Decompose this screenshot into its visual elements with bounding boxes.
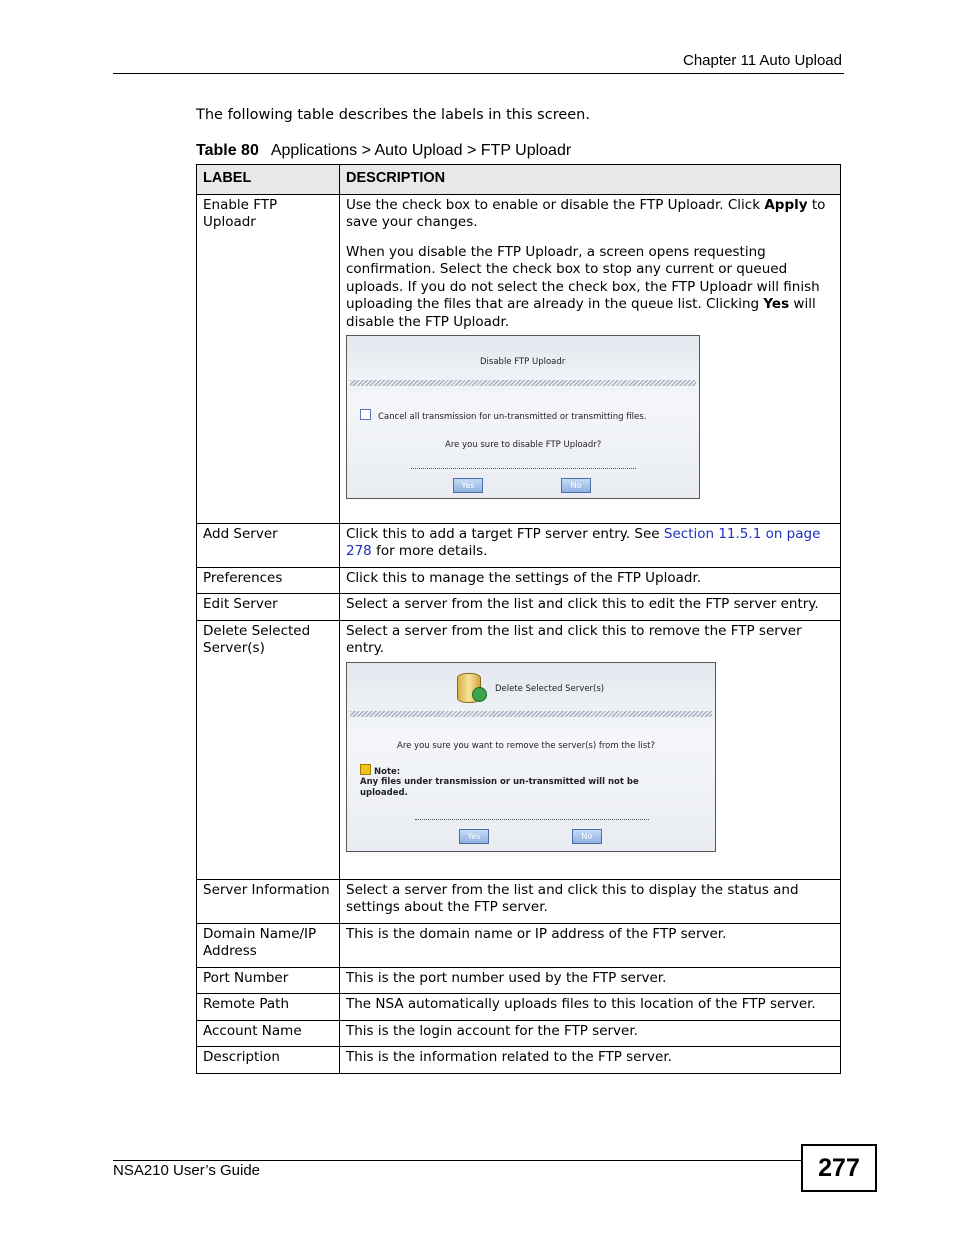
desc-bold: Yes <box>763 296 790 312</box>
table-row <box>197 523 841 567</box>
row-label: Port Number <box>197 967 340 994</box>
row-label: Description <box>197 1047 340 1074</box>
cancel-checkbox[interactable] <box>360 409 371 420</box>
desc-bold: Apply <box>764 196 808 213</box>
header-rule <box>113 73 844 74</box>
dialog-divider <box>350 380 696 386</box>
table-row <box>197 879 841 923</box>
row-label: Account Name <box>197 1020 340 1047</box>
row-desc: This is the domain name or IP address of the FTP server. <box>340 923 841 967</box>
yes-button[interactable]: Yes <box>453 478 483 493</box>
table-row <box>197 923 841 967</box>
row-label: Delete Selected Server(s) <box>197 620 340 879</box>
footer-rule <box>113 1160 801 1161</box>
dotted-divider <box>411 468 636 469</box>
col-label-header: LABEL <box>197 165 340 195</box>
intro-text: The following table describes the labels in this screen. <box>196 107 590 123</box>
row-label: Domain Name/IP Address <box>197 923 340 967</box>
row-label: Add Server <box>197 523 340 567</box>
labels-table <box>196 164 841 1074</box>
row-desc: Select a server from the list and click this to display the status and settings about the FTP server. <box>340 879 841 923</box>
table-row <box>197 620 841 879</box>
table-row <box>197 994 841 1021</box>
row-desc: Select a server from the list and click this to edit the FTP server entry. <box>340 594 841 621</box>
row-desc: This is the login account for the FTP server. <box>340 1020 841 1047</box>
desc-para <box>346 244 834 332</box>
row-desc: Click this to manage the settings of the FTP Uploadr. <box>340 567 841 594</box>
note-text: Any files under transmission or un-transmitted will not be uploaded. <box>360 776 639 798</box>
guide-title: NSA210 User’s Guide <box>113 1162 261 1179</box>
row-label: Edit Server <box>197 594 340 621</box>
section-link[interactable]: Section 11.5.1 on page 278 <box>346 525 821 559</box>
desc-text: Use the check box to enable or disable the FTP Uploadr. Click <box>346 196 765 213</box>
page-number: 277 <box>801 1144 877 1192</box>
note-icon <box>360 764 371 775</box>
table-row <box>197 594 841 621</box>
desc-text: When you disable the FTP Uploadr, a screen opens requesting confirmation. Select the check box to stop any current or queued uploads. If you do not select the check box, the FTP Uploadr will finish uploading the files that are already in the queue list. Clicking <box>346 243 820 312</box>
row-desc: This is the information related to the FTP server. <box>340 1047 841 1074</box>
dialog-question: Are you sure you want to remove the server(s) from the list? <box>397 740 655 751</box>
dialog-question: Are you sure to disable FTP Uploadr? <box>445 440 602 450</box>
row-label: Remote Path <box>197 994 340 1021</box>
desc-para: Select a server from the list and click this to remove the FTP server entry. <box>346 622 802 656</box>
table-row <box>197 967 841 994</box>
yes-button[interactable]: Yes <box>459 829 489 844</box>
dialog-title: Delete Selected Server(s) <box>495 683 605 694</box>
desc-text: to save your changes. <box>346 196 826 230</box>
table-header-row <box>197 165 841 195</box>
table-row <box>197 194 841 523</box>
table-number: Table 80 <box>196 142 259 159</box>
dialog-divider <box>350 711 712 717</box>
desc-text: Click this to add a target FTP server entry. See <box>346 525 664 542</box>
col-desc-header: DESCRIPTION <box>340 165 841 195</box>
check-icon <box>472 687 487 702</box>
row-desc <box>340 523 841 567</box>
dotted-divider <box>415 819 649 820</box>
table-row <box>197 567 841 594</box>
row-desc: The NSA automatically uploads files to this location of the FTP server. <box>340 994 841 1021</box>
table-row <box>197 1020 841 1047</box>
row-label: Preferences <box>197 567 340 594</box>
desc-text: for more details. <box>371 543 488 559</box>
row-desc <box>340 620 841 879</box>
dialog-title: Disable FTP Uploadr <box>480 357 566 367</box>
no-button[interactable]: No <box>572 829 602 844</box>
row-desc <box>340 194 841 523</box>
row-label: Server Information <box>197 879 340 923</box>
row-label: Enable FTP Uploadr <box>197 194 340 523</box>
running-header: Chapter 11 Auto Upload <box>682 52 842 69</box>
no-button[interactable]: No <box>561 478 591 493</box>
note-title: Note: <box>374 766 401 777</box>
table-caption <box>196 142 571 160</box>
checkbox-label: Cancel all transmission for un-transmitted or transmitting files. <box>378 412 647 422</box>
desc-text: will disable the FTP Uploadr. <box>346 296 816 330</box>
table-title: Applications > Auto Upload > FTP Uploadr <box>270 142 572 159</box>
table-row <box>197 1047 841 1074</box>
desc-para <box>346 197 834 232</box>
delete-dialog-screenshot <box>346 662 716 852</box>
row-desc: This is the port number used by the FTP server. <box>340 967 841 994</box>
disable-dialog-screenshot <box>346 335 700 499</box>
